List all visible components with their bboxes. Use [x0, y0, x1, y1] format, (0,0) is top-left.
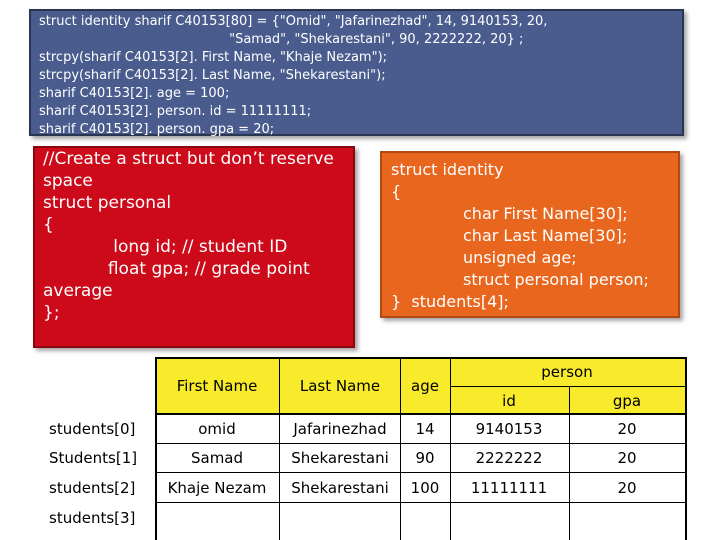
code-line: strcpy(sharif C40153[2]. First Name, "Khaje Nezam");: [39, 50, 388, 65]
code-line: sharif C40153[2]. age = 100;: [39, 86, 230, 101]
row-label: students[0]: [49, 420, 136, 438]
table-border: [450, 386, 686, 387]
table-border: [155, 502, 686, 503]
header-age: age: [411, 377, 439, 395]
table-cell: 20: [617, 479, 637, 497]
table-cell: 14: [415, 420, 435, 438]
table-cell: omid: [198, 420, 236, 438]
code-line: "Samad", "Shekarestani", 90, 2222222, 20} ;: [39, 32, 524, 47]
table-cell: Jafarinezhad: [293, 420, 387, 438]
table-border: [400, 357, 401, 540]
code-line: struct personal: [43, 193, 172, 213]
table-border: [569, 386, 570, 540]
code-line: char First Name[30];: [463, 204, 628, 223]
code-line: //Create a struct but don’t reserve: [43, 149, 334, 169]
code-line: strcpy(sharif C40153[2]. Last Name, "Shekarestani");: [39, 68, 386, 83]
table-border: [155, 413, 686, 415]
header-id: id: [502, 392, 516, 410]
table-border: [155, 443, 686, 444]
code-line: average: [43, 281, 113, 301]
code-line: };: [43, 303, 60, 323]
table-cell: 20: [617, 420, 637, 438]
table-cell: Shekarestani: [291, 449, 389, 467]
table-border: [685, 357, 687, 540]
header-gpa: gpa: [612, 392, 642, 410]
code-line: sharif C40153[2]. person. gpa = 20;: [39, 122, 275, 137]
table-cell: 20: [617, 449, 637, 467]
code-line: struct personal person;: [463, 270, 649, 289]
table-cell: 9140153: [475, 420, 543, 438]
code-line: long id; // student ID: [43, 237, 288, 257]
code-line: struct identity sharif C40153[80] = {"Omid", "Jafarinezhad", 14, 9140153, 20,: [39, 14, 548, 29]
code-line: {: [391, 182, 402, 201]
code-line: char Last Name[30];: [463, 226, 628, 245]
code-line: {: [43, 215, 54, 235]
table-cell: 100: [410, 479, 440, 497]
code-line: space: [43, 171, 93, 191]
row-label: students[2]: [49, 479, 136, 497]
table-border: [450, 357, 451, 540]
table-border: [155, 357, 686, 359]
table-cell: 11111111: [470, 479, 548, 497]
row-label: Students[1]: [49, 449, 138, 467]
table-border: [155, 472, 686, 473]
code-line: float gpa; // grade point: [43, 259, 310, 279]
header-first-name: First Name: [176, 377, 258, 395]
header-last-name: Last Name: [299, 377, 381, 395]
table-cell: 90: [415, 449, 435, 467]
table-cell: Khaje Nezam: [167, 479, 267, 497]
table-border: [155, 357, 157, 540]
code-line: } students[4];: [391, 292, 509, 311]
table-cell: 2222222: [475, 449, 543, 467]
table-border: [279, 357, 280, 540]
row-label: students[3]: [49, 509, 136, 527]
code-panel: [29, 9, 684, 136]
identity-struct-box: [380, 151, 680, 318]
code-line: unsigned age;: [463, 248, 577, 267]
table-cell: Shekarestani: [291, 479, 389, 497]
table-cell: Samad: [190, 449, 244, 467]
header-person: person: [541, 363, 593, 381]
code-line: struct identity: [391, 160, 504, 179]
code-line: sharif C40153[2]. person. id = 11111111;: [39, 104, 312, 119]
personal-struct-box: [33, 146, 355, 348]
